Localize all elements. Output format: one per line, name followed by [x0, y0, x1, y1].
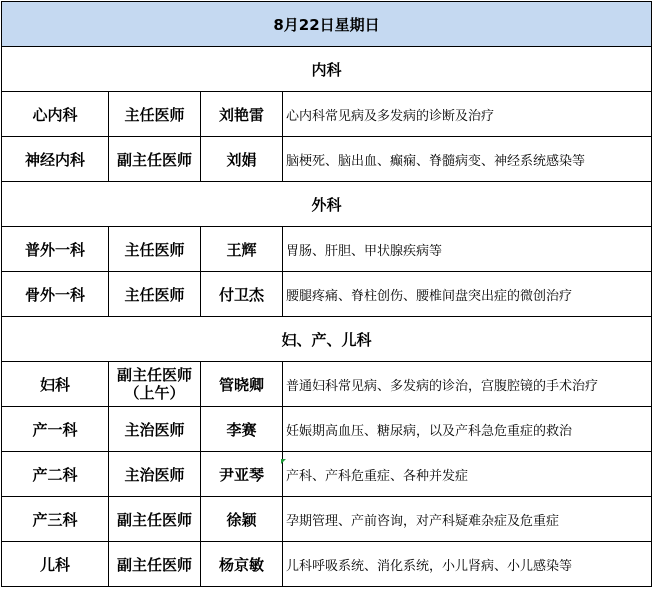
dept-cell: 产三科	[2, 497, 109, 542]
cell-comment-marker	[281, 459, 286, 464]
specialty-cell: 脑梗死、脑出血、癫痫、脊髓病变、神经系统感染等	[283, 137, 652, 182]
title-cell: 主治医师	[109, 407, 201, 452]
title-cell: 主任医师	[109, 272, 201, 317]
table-row	[2, 407, 652, 452]
title-cell: 副主任医师	[109, 542, 201, 587]
schedule-table	[1, 1, 652, 587]
title-note: （上午）	[124, 384, 185, 402]
date-header: 8月22日星期日	[2, 2, 652, 47]
doctor-name-cell: 徐颖	[201, 497, 283, 542]
section-title: 外科	[2, 182, 652, 227]
table-row	[2, 362, 652, 407]
title-cell: 主任医师	[109, 92, 201, 137]
doctor-name-cell: 王辉	[201, 227, 283, 272]
table-row	[2, 227, 652, 272]
title-cell: 主治医师	[109, 452, 201, 497]
date-header-row	[2, 2, 652, 47]
doctor-name-cell: 管晓卿	[201, 362, 283, 407]
doctor-name-cell: 付卫杰	[201, 272, 283, 317]
specialty-cell: 产科、产科危重症、各种并发症	[283, 452, 652, 497]
table-row	[2, 542, 652, 587]
table-row	[2, 452, 652, 497]
table-row	[2, 497, 652, 542]
section-row-internal	[2, 47, 652, 92]
section-title: 妇、产、儿科	[2, 317, 652, 362]
title-text: 副主任医师	[116, 366, 192, 384]
title-cell: 副主任医师	[109, 137, 201, 182]
specialty-cell: 胃肠、肝胆、甲状腺疾病等	[283, 227, 652, 272]
section-row-ob-gyn-peds	[2, 317, 652, 362]
specialty-cell: 心内科常见病及多发病的诊断及治疗	[283, 92, 652, 137]
dept-cell: 骨外一科	[2, 272, 109, 317]
doctor-name-cell: 刘艳雷	[201, 92, 283, 137]
title-cell	[109, 362, 201, 407]
table-row	[2, 137, 652, 182]
doctor-name-cell: 刘娟	[201, 137, 283, 182]
dept-cell: 普外一科	[2, 227, 109, 272]
specialty-cell: 妊娠期高血压、糖尿病，以及产科急危重症的救治	[283, 407, 652, 452]
title-cell: 副主任医师	[109, 497, 201, 542]
dept-cell: 妇科	[2, 362, 109, 407]
specialty-cell: 腰腿疼痛、脊柱创伤、腰椎间盘突出症的微创治疗	[283, 272, 652, 317]
doctor-name-cell: 杨京敏	[201, 542, 283, 587]
specialty-cell: 普通妇科常见病、多发病的诊治，宫腹腔镜的手术治疗	[283, 362, 652, 407]
dept-cell: 产一科	[2, 407, 109, 452]
dept-cell: 神经内科	[2, 137, 109, 182]
title-cell: 主任医师	[109, 227, 201, 272]
table-row	[2, 272, 652, 317]
section-title: 内科	[2, 47, 652, 92]
dept-cell: 产二科	[2, 452, 109, 497]
doctor-name-cell: 李赛	[201, 407, 283, 452]
doctor-name-cell: 尹亚琴	[201, 452, 283, 497]
specialty-cell: 孕期管理、产前咨询，对产科疑难杂症及危重症	[283, 497, 652, 542]
specialty-cell: 儿科呼吸系统、消化系统，小儿肾病、小儿感染等	[283, 542, 652, 587]
section-row-surgery	[2, 182, 652, 227]
dept-cell: 心内科	[2, 92, 109, 137]
table-row	[2, 92, 652, 137]
dept-cell: 儿科	[2, 542, 109, 587]
